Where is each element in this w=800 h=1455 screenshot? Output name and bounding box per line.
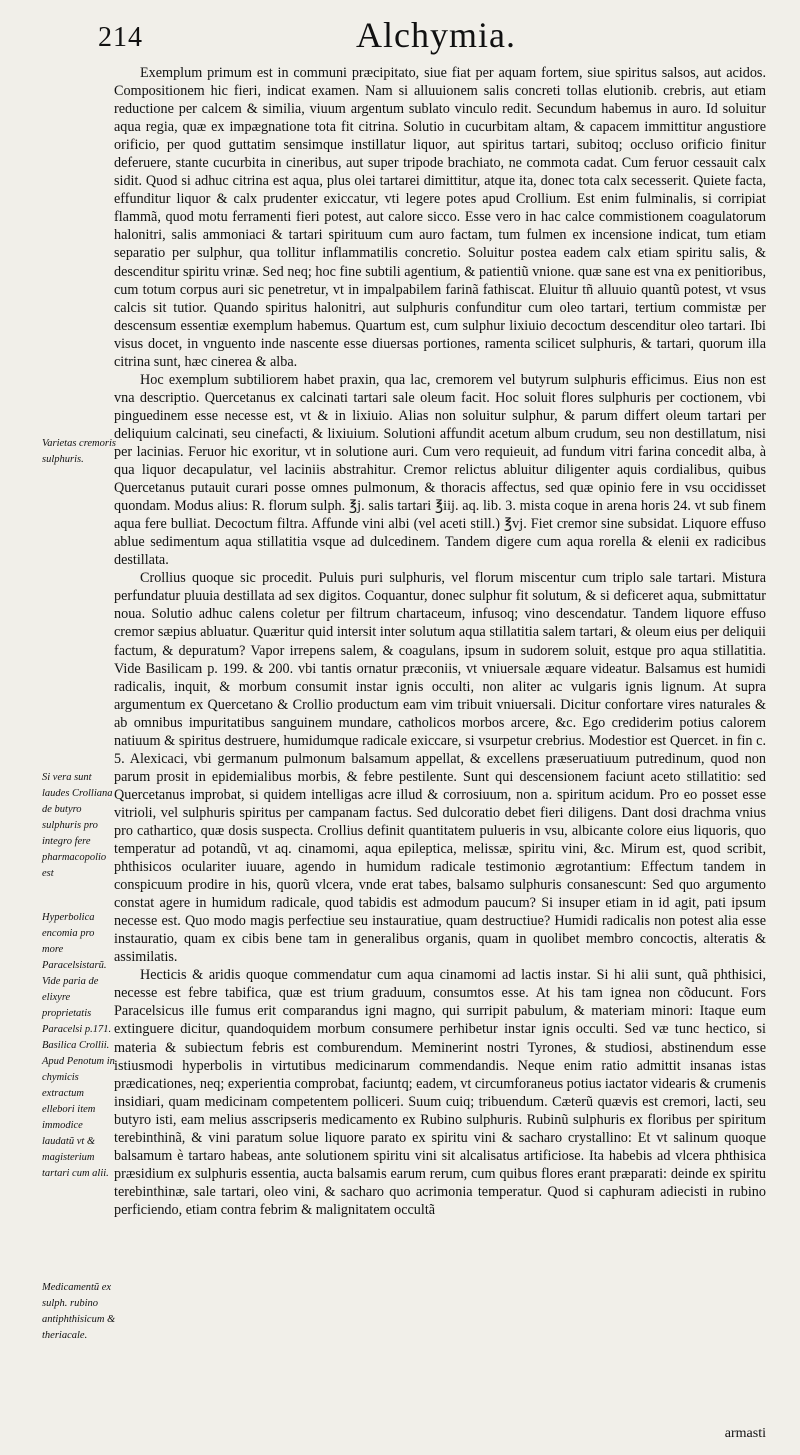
page-number: 214 bbox=[98, 22, 143, 53]
margin-note: Medicamentũ ex sulph. rubino antiphthisicum & theriacale. bbox=[42, 1282, 116, 1341]
catchword: armasti bbox=[724, 1426, 766, 1441]
paragraph: Exemplum primum est in communi præcipitato, siue fiat per aquam fortem, siue spiritus salsos, aut acidos. Compositionem hic fieri, indicat examen. Nam si alluuionem salis concreti tollas elutionib. crebris, aut etiam reductione per calcem & similia, viuum argentum sublato vinculo redit. Secundum habemus in auro. Id soluitur aqua regia, quæ ex impægnatione tota fit citrina. Solutio in cucurbitam altam, & capacem immittitur angustiore orificio, per quod guttatim sensimque instillatur liquor, aut spiritus tartari, subitoq; occluso orificio finitur deferuere, stante cucurbita in cineribus, aut super tripode brachiato, ne commota cadat. Cum feruor cessauit calx sidit. Quod si adhuc citrina est aqua, plus olei tartarei dimittitur, atque ita, donec tota calx secesserit. Quiete facta, effunditur liquor & calx prudenter exiccatur, vti legere potes apud Crollium. Est enim fulminalis, si corripiat flammã, quod motu ferramenti fieri potest, aut calore sicco. Esse vero in hac calce commistionem coagulatorum halonitri, salis ammoniaci & tartari spirituum cum auro factam, tum fulmen ex incensione indicat, tum etiam separatio per sulphur, qua tollitur inflammatilis concretio. Soluitur postea eadem calx etiam spiritu salis, & descenditur spiritu vrinæ. Sed neq; hoc fine subtili agentium, & patientiũ vnione. quæ sane est vna ex penitioribus, cum totum corpus auri sic penetretur, vt in impalpabilem farinã fathiscat. Eluitur tñ alluuio quantũ potest, vt vsus calcis sit tutior. Quando spiritus halonitri, aut sulphuris confunditur cum oleo tartari, tertium commistæ per descensum essentiæ exemplum habemus. Quartum est, cum sulphur lixiuio decoctum descenditur oleo tartari. Ibi visus docet, in vnguento inde nascente esse diuersas portiones, ramenta scilicet sulphuris, & tartari, quorum illa citrina sunt, hæc cinerea & alba. bbox=[114, 65, 766, 370]
margin-note: Si vera sunt laudes Crolliana de butyro sulphuris pro integro fere pharmacopolio est bbox=[42, 772, 113, 879]
paragraph: Crollius quoque sic procedit. Puluis puri sulphuris, vel florum miscentur cum triplo sale tartari. Mistura perfundatur pluuia destillata ad sex digitos. Coquantur, donec sulphur fit solutum, & si deficeret aqua, submittatur noua. Solutio adhuc calens coletur per filtrum chartaceum, infusoq; vino descendatur. Tandem liquore effuso cremor sæpius abluatur. Quæritur quid intersit inter solutum aqua stillatitia salem tartari, & oleum eius per deliquii factum, & depuratum? Vapor irrepens salem, & coagulans, ipsum in sudorem soluit, estque pro aqua stillatitia. Vide Basilicam p. 199. & 200. vbi tantis ornatur præconiis, vt vniuersale æquare videatur. Balsamus est humidi radicalis, inquit, & morbum consumit instar ignis occulti, non aliter ac vulgaris ignis lignum. At supra argumentum ex Quercetano & Crollio productum eam vim tribuit vniuersali. Dicitur confortare vires naturales & ab omnibus impuritatibus sanguinem mundare, catholicos morbos arcere, &c. Ego crediderim potius calorem natiuum & spiritus destruere, humidumque radicale exiccare, si vsurpetur crebrius. Modestior est Quercet. in fin c. 5. Alexicaci, vbi germanum pulmonum balsamum appellat, & excellens præseruatiuum putredinum, quod non parum prosit in epidemialibus morbis, & febre pestilente. Sunt qui descensionem faciunt aceto stillatitio: sed Quercetanus improbat, si quidem intelligas acre illud & corrosiuum, non a. spiritum acidum. Pro eo posset esse vitrioli, vel sulphuris spiritus per campanam factus. Sed dulcoratio debet fieri diligens. Dant dosi drachma vnius pro cathartico, quæ dosis suspecta. Crollius definit quantitatem pulueris in vsu, albicante colore eius liquoris, quo temperatur ad potandũ, vt aq. cinamomi, aqua epileptica, melissæ, spiritu vini, &c. Mirum est, quod scribit, phthisicos oculariter iuuare, agendo in humidum radicale testimonio ægrotantium: Effectum tandem in conspicuum prodire in his, quorũ vlcera, vnde erat tabes, balsamo sulphuris consanescunt: Sed quo argumento constat agere in humidum radicale, quod tabidis est admodum paucum? Si insuper etiam in id agit, pati ipsum necesse est. Quo modo magis perfectiue seu instauratiue, quam destructiue? Humidi radicalis non potest alia esse instauratio, quam ex cibis bene tam in generalibus organis, quam in quolibet membro concoctis, alteratis & assimilatis. bbox=[114, 570, 766, 966]
paragraph: Hoc exemplum subtiliorem habet praxin, qua lac, cremorem vel butyrum sulphuris efficimus. Eius non est vna descriptio. Quercetanus ex calcinati tartari sale oleum facit. Hoc soluit flores sulphuris per coctionem, vbi pinguedinem esse necesse est, vt & in lixiuio. Alias non soluitur sulphur, & parum differt oleum tartari per deliquium calcinati, seu cinefacti, & lixiuium. Solutioni affundit acetum album crudum, seu non destillatum, nisi per lacinias. Feruor hic exoritur, vt in solutione auri. Cum vero requieuit, ad fundum vitri farina concedit alba, à qua liquor decapulatur, vel laciniis abstrahitur. Cremor relictus abluitur diligenter aquis cordialibus, quibus Quercetanus putauit curari posse omnes pulmonum, & thoracis affectus, sed quæ opinio fere in vsu occidisset quondam. Modus alius: R. florum sulph. ℥j. salis tartari ℥iij. aq. lib. 3. mista coque in arena horis 24. vt sub finem aqua fere bulliat. Decoctum filtra. Affunde vini albi (vel aceti still.) ℥vj. Fiet cremor sine subsidat. Liquore effuso ablue sedimentum aqua stillatitia vsque ad dulcedinem. Tandem digere cum aqua rorella & elenii ex radicibus destillata. bbox=[114, 371, 766, 569]
main-text bbox=[114, 64, 766, 1219]
margin-note: Varietas cremoris sulphuris. bbox=[42, 438, 116, 465]
margin-note: Hyperbolica encomia pro more Paracelsistarũ. Vide paria de elixyre proprietatis Paracelsi p.171. Basilica Crollii. Apud Penotum in chymicis extractum ellebori item immodice laudatũ vt & magisterium tartari cum alii. bbox=[42, 912, 115, 1179]
paragraph: Hecticis & aridis quoque commendatur cum aqua cinamomi ad lactis instar. Si hi alii sunt, quã phthisici, necesse est febre tabifica, quæ est trium graduum, consumtos esse. At his tam ignea non cõducunt. Fors Paracelsicus ille fumus erit comparandus igni magno, qui surripit pabulum, & materiam minori: Itaque eum extinguere dicitur, quandoquidem morbum consumere perhibetur instar ignis occulti. Sed væ tunc hectico, si materia & subiectum febris est comburendum. Meminerint nostri Tyrones, & studiosi, abstinendum esse istiusmodi hyperbolis in virtutibus medicinarum commendandis. Neque enim ratio admittit insanas istas prædicationes, neq; experientia comprobat, faciuntq; eadem, vt circumforaneus potius iactator videaris & crumenis insidiari, quam medicinam competentem polliceri. Suum cuiq; tribuendum. Cæterũ quævis est cremori, lacti, seu butyro isti, eam melius asscripseris medicamento ex Rubino sulphuris. Rubinũ sulphuris ex floribus per spiritum terebinthinã, & vini paratum solue liquore parato ex spiritu vini & sacharo crystallino: Et vt salinum quoque balsamum è tartaro habeas, ante solutionem spiritu vini sit alcalisatus artificiose. Ita habebis ad vlcera phthisica præsidium ex sulphuris essentia, aucta balsamis earum rerum, cum quibus flores erant præparati: deinde ex spiritu terebinthinæ, sale tartari, oleo vini, & sacharo quo acrimonia temperatur. Quod si caphuram adiecisti in rubino perficiendo, etiam contra febrim & malignitatem occultã bbox=[114, 967, 767, 1218]
running-title: Alchymia. bbox=[356, 15, 516, 55]
